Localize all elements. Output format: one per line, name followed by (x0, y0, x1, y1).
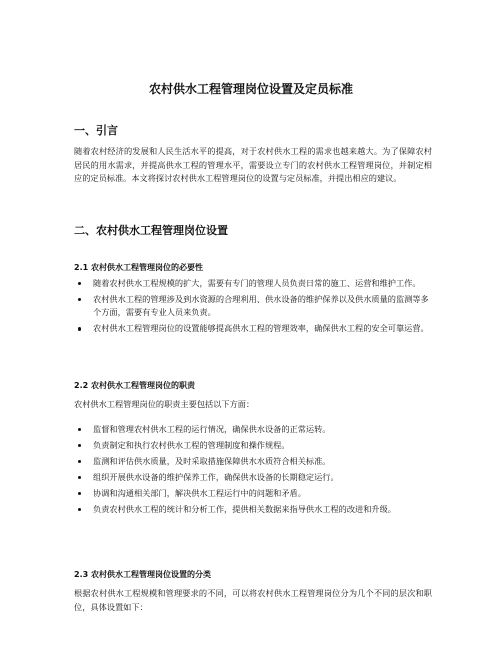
bullet-icon (78, 298, 81, 301)
list-item-text: 协调和沟通相关部门，解决供水工程运行中的问题和矛盾。 (93, 488, 306, 498)
section-heading-position-setup: 二、农村供水工程管理岗位设置 (74, 224, 228, 237)
bullet-icon (78, 508, 81, 511)
bullet-icon (78, 327, 81, 330)
list-item (74, 322, 434, 335)
subsection-heading-duties: 2.2 农村供水工程管理岗位的职责 (74, 381, 195, 390)
list-item (74, 455, 434, 468)
duties-bullet-list (74, 423, 434, 519)
list-item-text: 负责制定和执行农村供水工程的管理制度和操作规程。 (93, 440, 290, 450)
list-item (74, 487, 434, 500)
bullet-icon (78, 492, 81, 495)
list-item (74, 277, 434, 290)
classification-intro-paragraph: 根据农村供水工程规模和管理要求的不同，可以将农村供水工程管理岗位分为几个不同的层次和职位，具体设置如下： (74, 588, 432, 612)
bullet-icon (78, 476, 81, 479)
document-title: 农村供水工程管理岗位设置及定员标准 (148, 82, 353, 96)
necessity-bullet-list (74, 277, 434, 338)
duties-intro-paragraph: 农村供水工程管理岗位的职责主要包括以下方面： (74, 399, 255, 409)
list-item-text: 农村供水工程管理岗位的设置能够提高供水工程的管理效率，确保供水工程的安全可靠运营。 (93, 323, 429, 334)
list-item-text: 负责农村供水工程的统计和分析工作，提供相关数据来指导供水工程的改进和升级。 (93, 504, 396, 514)
list-item-text: 监督和管理农村供水工程的运行情况，确保供水设备的正常运转。 (93, 424, 331, 434)
subsection-heading-classification: 2.3 农村供水工程管理岗位设置的分类 (74, 570, 211, 579)
list-item (74, 439, 434, 452)
introduction-paragraph: 随着农村经济的发展和人民生活水平的提高，对于农村供水工程的需求也越来越大。为了保障农村居民的用水需求，并提高供水工程的管理水平，需要设立专门的农村供水工程管理岗位，并制定相应的定员标准。本文将探讨农村供水工程管理岗位的设置与定员标准，并提出相应的建议。 (74, 146, 432, 184)
list-item (74, 503, 434, 516)
list-item-text: 监测和评估供水质量，及时采取措施保障供水水质符合相关标准。 (93, 456, 331, 466)
section-heading-introduction: 一、引言 (74, 124, 118, 137)
list-item-text: 随着农村供水工程规模的扩大，需要有专门的管理人员负责日常的施工、运营和维护工作。 (93, 278, 421, 288)
subsection-heading-necessity: 2.1 农村供水工程管理岗位的必要性 (74, 263, 203, 272)
list-item (74, 471, 434, 484)
list-item (74, 293, 434, 320)
bullet-icon (78, 428, 81, 431)
list-item-text: 农村供水工程的管理涉及到水资源的合理利用、供水设备的维护保养以及供水质量的监测等多个方面，需要有专业人员来负责。 (93, 294, 429, 318)
list-item (74, 423, 434, 436)
bullet-icon (78, 444, 81, 447)
list-item-text: 组织开展供水设备的维护保养工作，确保供水设备的长期稳定运行。 (93, 472, 339, 482)
bullet-icon (78, 460, 81, 463)
bullet-icon (78, 282, 81, 285)
